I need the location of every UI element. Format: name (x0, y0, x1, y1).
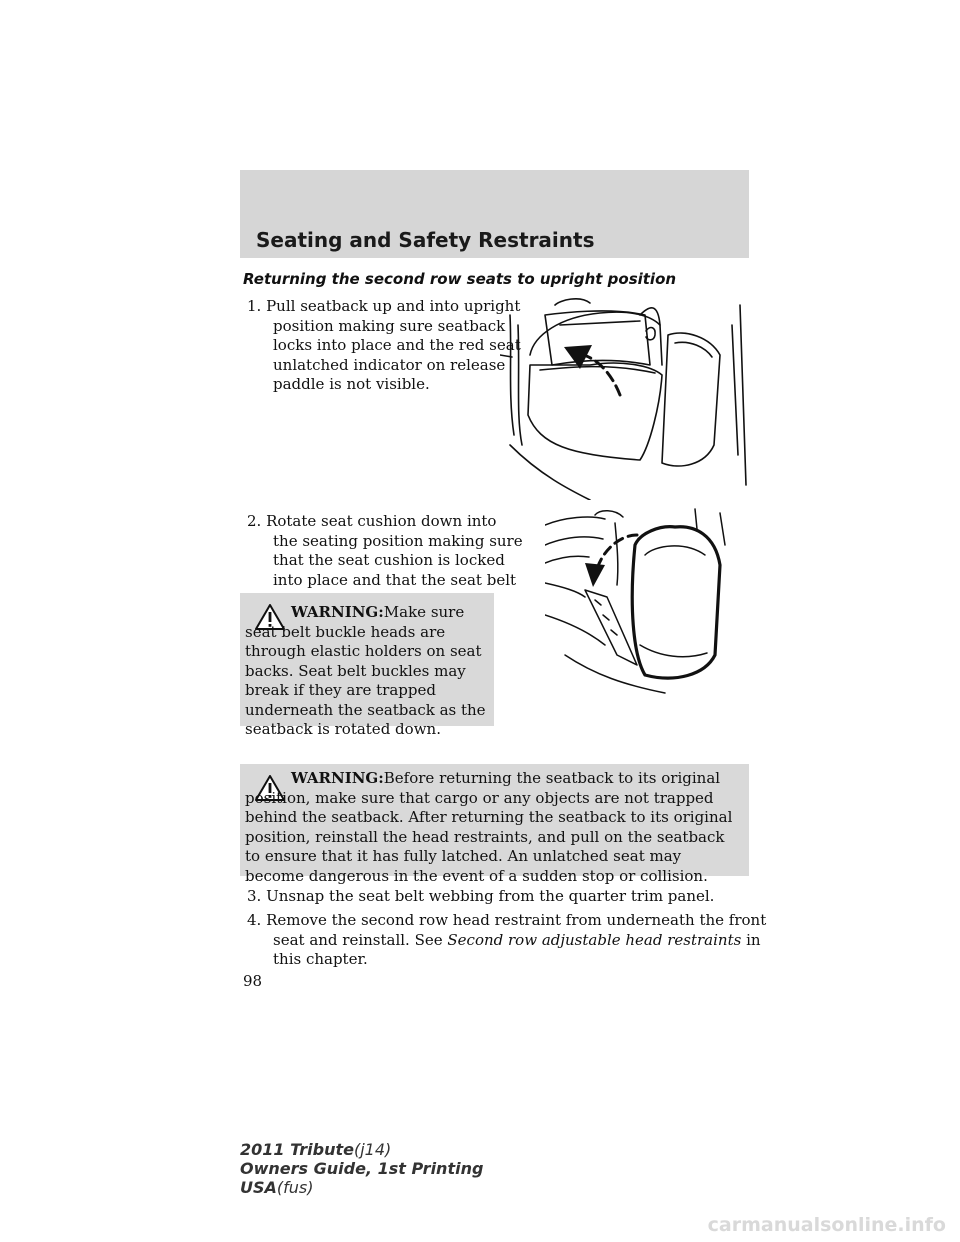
seat-cushion-rotate-illustration (545, 505, 745, 695)
warning-box-buckles (240, 593, 494, 738)
watermark: carmanualsonline.info (707, 1214, 946, 1236)
warning-2-text: Before returning the seatback to its original position, make sure that cargo or any objects are not trapped behind the seatback. After returning the seatback to its original position, reinstall the head restraints, and pull on the seatback to ensure that it has fully latched. An unlatched seat may become dangerous in the event of a sudden stop or collision. (245, 769, 733, 885)
section-header-title: Seating and Safety Restraints (256, 228, 595, 252)
section-heading: Returning the second row seats to upright position (243, 270, 677, 288)
seatback-upright-illustration (500, 295, 750, 500)
step-1: 1. Pull seatback up and into upright position making sure seatback locks into place and the red seat unlatched indicator on release paddle is not visible. (247, 297, 521, 393)
footer-market-code: (fus) (276, 1178, 314, 1197)
print-footer (240, 1140, 483, 1197)
step-2: 2. Rotate seat cushion down into the seating position making sure that the seat cushion is locked into place and that the seat belt (247, 512, 523, 589)
page-number: 98 (243, 972, 263, 990)
footer-printing: Owners Guide, 1st Printing (240, 1159, 484, 1178)
step-4-text-end: in this chapter. (273, 930, 761, 968)
warning-1-paragraph (245, 603, 489, 740)
warning-2-label: WARNING: (291, 769, 384, 787)
footer-market: USA (240, 1178, 277, 1197)
step-4 (247, 911, 773, 970)
warning-2-paragraph (245, 769, 744, 886)
warning-1-text: Make sure seat belt buckle heads are through elastic holders on seat backs. Seat belt buckles may break if they are trapped underneath the seatback as the seatback is rotated down. (245, 603, 486, 738)
footer-model: 2011 Tribute (240, 1140, 354, 1159)
step-4-reference: Second row adjustable head restraints (447, 930, 742, 949)
step-3: 3. Unsnap the seat belt webbing from the quarter trim panel. (247, 887, 715, 905)
warning-box-seatback (240, 764, 749, 885)
section-header-band (240, 170, 749, 258)
footer-model-code: (j14) (353, 1140, 392, 1159)
step-4-text: 4. Remove the second row head restraint from underneath the front seat and reinstall. See (247, 911, 767, 949)
warning-1-label: WARNING: (291, 603, 384, 621)
